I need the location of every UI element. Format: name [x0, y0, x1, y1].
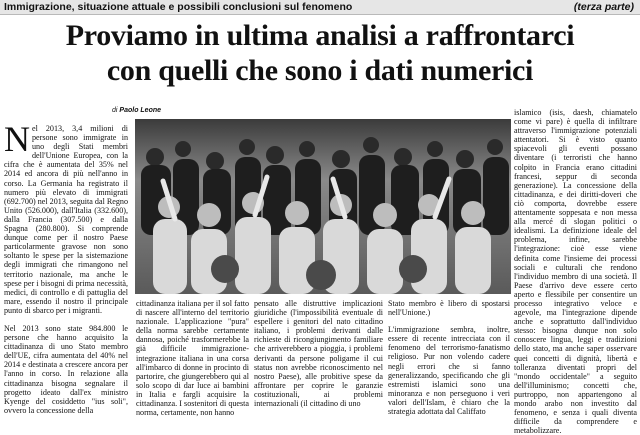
article-headline	[0, 18, 640, 88]
byline-prefix: di	[112, 107, 118, 114]
paragraph: cittadinanza italiana per il sol fatto di nascere all'interno del territorio nazionale. L'applicazione "pura" della norma sarebbe certamente dannosa, poiché trasformerebbe la già difficile immigrazione-integrazione italiana in una corsa all'imbarco di donne in procinto di partorire, che giungerebbero qui al solo scopo di dar luce ai bambini in Italia e fargli acquisire la cittadinanza. I sostenitori di questa norma, certamente, non hanno	[136, 299, 249, 418]
author-name: Paolo Leone	[119, 107, 162, 114]
headline-line-2: con quelli che sono i dati numerici	[106, 54, 534, 87]
text-column-2	[136, 299, 249, 420]
text-column-4	[388, 299, 510, 420]
section-header-bar	[0, 0, 640, 15]
drop-cap: N	[4, 119, 30, 159]
headline-line-1: Proviamo in ultima analisi a raffrontarci	[65, 19, 575, 52]
section-title: Immigrazione, situazione attuale e possibili conclusioni sul fenomeno	[4, 1, 353, 13]
paragraph: islamico (isis, daesh, chiamatelo come vi pare) è quella di infiltrare attraverso l'immigrazione potenziali attentatori. Si è visto quanto spiacevoli gli eventi possano diventare (i terroristi che hanno colpito in Francia erano cittadini francesi, seppur di seconda generazione). La concessione della cittadinanza, e dei diritti-doveri che ciò comporta, dovrebbe essere attentamente soppesata e non messa alla mercé di slogan politici o idealismi. La definizione ideale del problema, infine, sarebbe l'integrazione: cioè esse viene definita come l'insieme dei processi sociali e culturali che rendono l'individuo membro di una società. Il Paese d'arrivo deve essere certo aperto e flessibile per consentire un processo integrativo veloce e agevole, ma l'integrazione dipende anche e soprattutto dall'individuo stesso: bisogna dunque non solo conoscere lingua, leggi e tradizioni dello stato, ma anche saper osservare quei concetti di dignità, libertà e tolleranza diventati propri del "mondo occidentale" a seguito dell'illuminismo; concetti che, purtroppo, non appartengono al mondo arabo non investito dal fenomeno, e senza i quali diventa difficile da comprendere e metabolizzare.	[514, 108, 637, 435]
paragraph: Stato membro è libero di spostarsi nell'Unione.)	[388, 299, 510, 318]
paragraph	[4, 119, 128, 315]
paragraph: pensato alle distruttive implicazioni giuridiche (l'impossibilità eventuale di espellere i genitori del nato cittadino italiano, i problemi derivanti dalle richieste di ricongiungimento familiare che arriverebbero a pioggia, i problemi derivanti da persone poligame il cui status non avrebbe riconoscimento nel nostro Paese), alle probitive spese da affrontare per coprire le garanzie costituzionali, ai problemi internazionali (il cittadino di uno	[254, 299, 383, 409]
paragraph: L'immigrazione sembra, inoltre, essere di recente intrecciata con il fenomeno del terrorismo-fanatismo religioso. Pur non volendo cadere negli errori che si fanno generalizzando, specificando che gli estremisti islamici sono una minoranza e non perseguono i veri valori dell'Islam, è chiaro che la strategia adottata dal Califfato	[388, 325, 510, 417]
series-part-label: (terza parte)	[573, 1, 634, 13]
paragraph-text: el 2013, 3,4 milioni di persone sono immigrate in uno degli Stati membri dell'Unione Europea, con la cifra che è aumentata del 35% nel 2014 ed ancora di più nell'anno in corso. La Germania ha registrato il numero più elevato di immigrati (692.700) nel 2013, seguita dal Regno Unito (526.000), dall'Italia (332.600), dalla Francia (307.500) e dalla Spagna (280.800). Si comprende dunque come per il nostro Paese particolarmente gravose non sono soltanto le spese per la sistemazione degli immigrati che rimangono nel territorio nazionale, ma anche le spese per i bisogni di prima necessità, medici, di controllo e di pattuglia del mare, essendo il nostro il principale punto di sbarco per i migranti.	[4, 124, 128, 315]
text-column-3	[254, 299, 383, 420]
text-column-5	[514, 108, 637, 435]
text-column-1	[4, 119, 128, 420]
crowd-of-migrants-photo	[135, 119, 511, 294]
paragraph: Nel 2013 sono state 984.800 le persone che hanno acquisito la cittadinanza di uno Stato membro dell'UE, cifra aumentata del 40% nel 2014 e destinata a crescere ancora per l'anno in corso. In relazione alla cittadinanza bisogna segnalare il progetto ideato dall'ex ministro Kyenge del cosiddetto "ius soli", ovvero la concessione della	[4, 323, 128, 415]
byline	[112, 106, 161, 115]
